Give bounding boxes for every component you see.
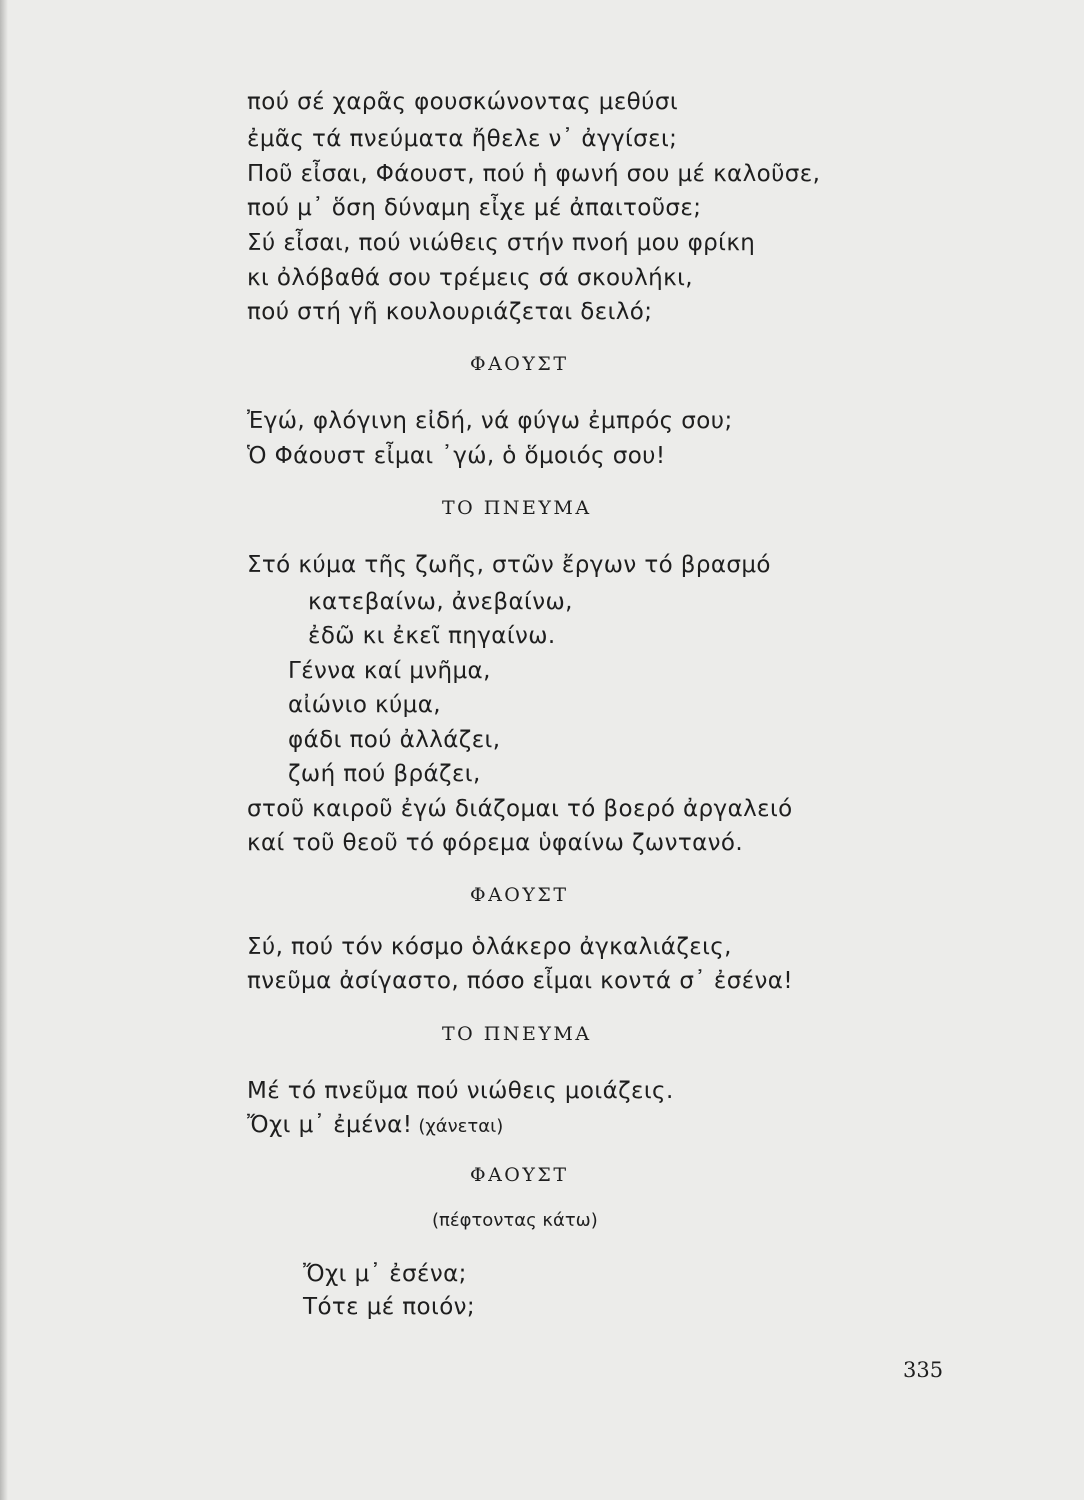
verse-line: Σύ, πού τόν κόσμο ὁλάκερο ἀγκαλιάζεις,	[247, 934, 732, 960]
page-number: 335	[903, 1358, 944, 1382]
verse-line: στοῦ καιροῦ ἐγώ διάζομαι τό βοερό ἀργαλειό	[247, 796, 793, 822]
verse-line: πνεῦμα ἀσίγαστο, πόσο εἶμαι κοντά σ᾽ ἐσένα!	[247, 968, 793, 994]
verse-line: καί τοῦ θεοῦ τό φόρεμα ὑφαίνω ζωντανό.	[247, 830, 744, 856]
verse-line: ἐμᾶς τά πνεύματα ἤθελε ν᾽ ἀγγίσει;	[247, 126, 678, 152]
speaker-name: ΦΑΟΥΣΤ	[470, 353, 569, 375]
speaker-name: ΤΟ ΠΝΕΥΜΑ	[442, 1023, 592, 1045]
verse-text: Ὄχι μ᾽ ἐμένα!	[247, 1112, 413, 1138]
speaker-name: ΦΑΟΥΣΤ	[470, 1164, 569, 1186]
verse-line: Ἐγώ, φλόγινη εἰδή, νά φύγω ἐμπρός σου;	[247, 408, 733, 434]
verse-line: Σύ εἶσαι, πού νιώθεις στήν πνοή μου φρίκη	[247, 230, 756, 256]
verse-line: φάδι πού ἀλλάζει,	[288, 727, 501, 753]
verse-line: Μέ τό πνεῦμα πού νιώθεις μοιάζεις.	[247, 1078, 674, 1104]
verse-line: Γέννα καί μνῆμα,	[288, 658, 491, 684]
verse-line: πού στή γῆ κουλουριάζεται δειλό;	[247, 299, 653, 325]
verse-line: πού μ᾽ ὅση δύναμη εἶχε μέ ἀπαιτοῦσε;	[247, 195, 702, 221]
verse-line	[247, 1111, 503, 1141]
verse-line: αἰώνιο κύμα,	[288, 692, 441, 718]
stage-direction: (χάνεται)	[418, 1116, 504, 1137]
verse-line: πού σέ χαρᾶς φουσκώνοντας μεθύσι	[247, 89, 679, 115]
verse-line: ἐδῶ κι ἐκεῖ πηγαίνω.	[308, 623, 556, 649]
speaker-name: ΤΟ ΠΝΕΥΜΑ	[442, 497, 592, 519]
verse-line: Στό κύμα τῆς ζωῆς, στῶν ἔργων τό βρασμό	[247, 552, 771, 578]
verse-line: Ποῦ εἶσαι, Φάουστ, πού ἡ φωνή σου μέ καλοῦσε,	[247, 161, 821, 187]
verse-line: Τότε μέ ποιόν;	[303, 1294, 476, 1320]
verse-line: κι ὀλόβαθά σου τρέμεις σά σκουλήκι,	[247, 265, 693, 291]
speaker-name: ΦΑΟΥΣΤ	[470, 884, 569, 906]
verse-line: Ὁ Φάουστ εἶμαι ᾽γώ, ὁ ὅμοιός σου!	[247, 443, 666, 469]
verse-line: ζωή πού βράζει,	[288, 761, 481, 787]
verse-line: Ὄχι μ᾽ ἐσένα;	[303, 1261, 467, 1287]
stage-direction: (πέφτοντας κάτω)	[432, 1210, 598, 1231]
verse-line: κατεβαίνω, ἀνεβαίνω,	[308, 589, 573, 615]
